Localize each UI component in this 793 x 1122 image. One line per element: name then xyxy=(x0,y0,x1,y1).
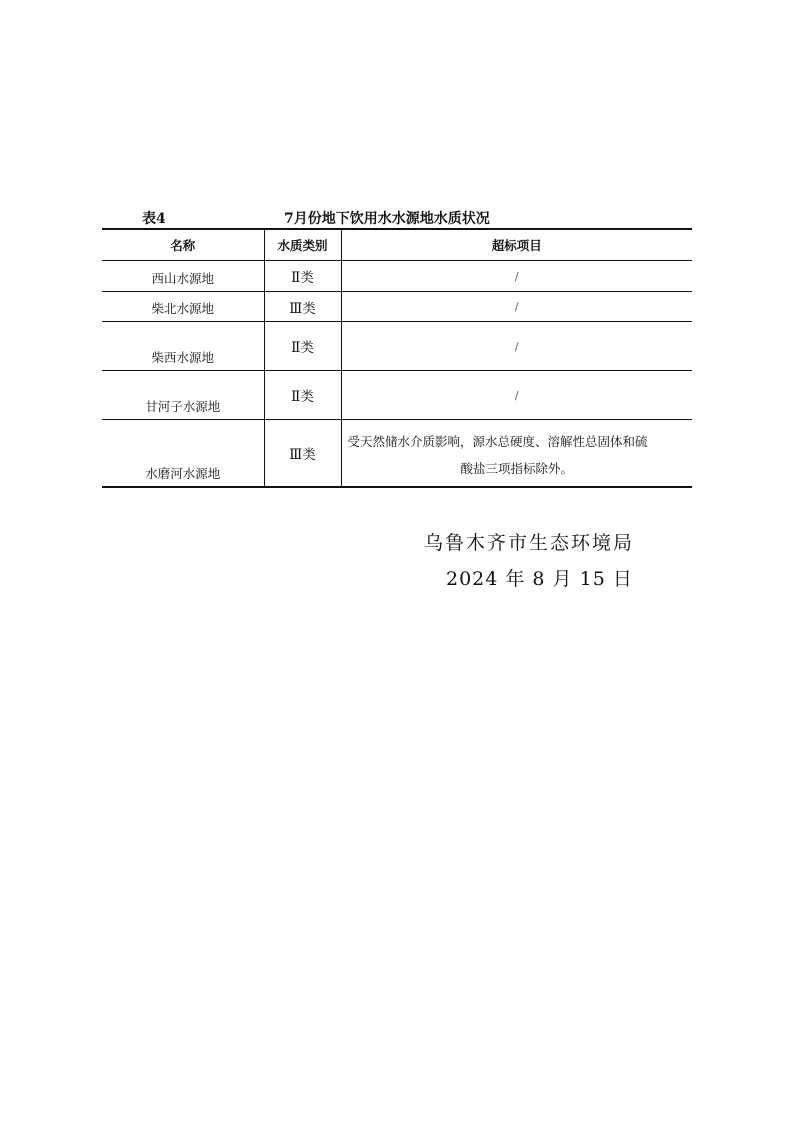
row-class: Ⅱ类 xyxy=(264,371,341,420)
row-name: 甘河子水源地 xyxy=(102,371,264,420)
row-class: Ⅱ类 xyxy=(264,322,341,371)
row-class: Ⅲ类 xyxy=(264,292,341,322)
row-name: 西山水源地 xyxy=(102,261,264,292)
row-name: 水磨河水源地 xyxy=(102,420,264,488)
issuing-organization: 乌鲁木齐市生态环境局 xyxy=(424,532,635,554)
table-row xyxy=(102,420,692,488)
row-exceed: / xyxy=(341,322,692,371)
row-name: 柴北水源地 xyxy=(102,292,264,322)
table-number: 表4 xyxy=(142,211,166,227)
water-quality-table xyxy=(102,228,692,488)
table-header-row xyxy=(102,229,692,261)
row-class: Ⅲ类 xyxy=(264,420,341,488)
row-class: Ⅱ类 xyxy=(264,261,341,292)
row-exceed xyxy=(341,420,692,488)
row-name: 柴西水源地 xyxy=(102,322,264,371)
table-row xyxy=(102,261,692,292)
table-caption xyxy=(102,206,692,228)
row-exceed: / xyxy=(341,292,692,322)
row-exceed: / xyxy=(341,261,692,292)
header-name: 名称 xyxy=(102,229,264,261)
header-exceed: 超标项目 xyxy=(341,229,692,261)
exceed-text-line2: 酸盐三项指标除外。 xyxy=(460,461,573,476)
table-row xyxy=(102,371,692,420)
table-row xyxy=(102,292,692,322)
exceed-text-line1: 受天然储水介质影响，源水总硬度、溶解性总固体和硫 xyxy=(347,434,648,449)
issue-date: 2024 年 8 月 15 日 xyxy=(446,568,633,590)
row-exceed: / xyxy=(341,371,692,420)
table-row xyxy=(102,322,692,371)
header-class: 水质类别 xyxy=(264,229,341,261)
table-title: 7月份地下饮用水水源地水质状况 xyxy=(284,211,490,227)
